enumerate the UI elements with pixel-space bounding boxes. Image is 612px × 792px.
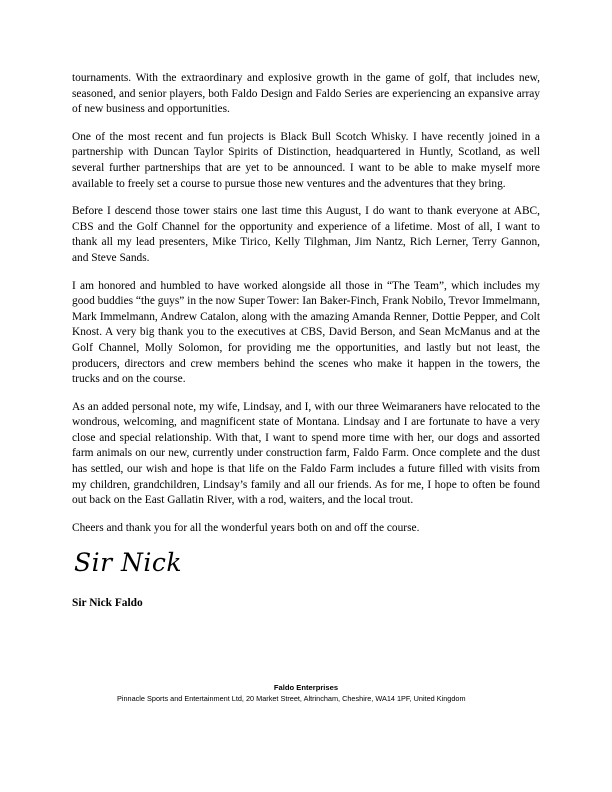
paragraph-the-team: I am honored and humbled to have worked alongside all those in “The Team”, which includes my good buddies “the guys” in the now Super Tower: Ian Baker-Finch, Frank Nobilo, Trevor Immelmann, Mark Immelmann, Andrew Catalon, along with the amazing Amanda Renner, Dottie Pepper, and Colt Knost. A very big thank you to the executives at CBS, David Berson, and Sean McManus and at the Golf Channel, Molly Solomon, for providing me the opportunities, and lastly but not least, the producers, directors and crew members behind the scenes who make it happen in the towers, the trucks and on the course. (72, 279, 540, 386)
letter-body (72, 71, 540, 548)
paragraph-cheers: Cheers and thank you for all the wonderful years both on and off the course. (72, 521, 420, 534)
signer-name: Sir Nick Faldo (72, 597, 143, 609)
paragraph-growth: tournaments. With the extraordinary and explosive growth in the game of golf, that includes new, seasoned, and senior players, both Faldo Design and Faldo Series are experiencing an expansive array of new business and opportunities. (72, 72, 540, 116)
paragraph-whisky: One of the most recent and fun projects is Black Bull Scotch Whisky. I have recently joined in a partnership with Duncan Taylor Spirits of Distinction, headquartered in Huntly, Scotland, as well several further partnerships that are yet to be announced. I want to be able to make myself more available to freely set a course to pursue those new ventures and the adventures that they bring. (72, 130, 540, 190)
handwritten-signature: Sir Nick (74, 548, 183, 577)
footer-address: Pinnacle Sports and Entertainment Ltd, 20 Market Street, Altrincham, Cheshire, WA14 1PF, United Kingdom (117, 694, 466, 703)
paragraph-personal-note: As an added personal note, my wife, Lindsay, and I, with our three Weimaraners have relocated to the wondrous, welcoming, and magnificent state of Montana. Lindsay and I are fortunate to have a very close and special relationship. With that, I want to spend more time with her, our dogs and assorted farm animals on our new, currently under construction farm, Faldo Farm. Once complete and the dust has settled, our wish and hope is that life on the Faldo Farm includes a future filled with visits from my children, grandchildren, Lindsay’s family and all our friends. As for me, I hope to often be found out back on the East Gallatin River, with a rod, waiters, and the local trout. (72, 400, 540, 507)
footer-company-name: Faldo Enterprises (273, 683, 339, 692)
paragraph-thanks-networks: Before I descend those tower stairs one last time this August, I do want to thank everyone at ABC, CBS and the Golf Channel for the opportunity and experience of a lifetime. Most of all, I want to thank all my lead presenters, Mike Tirico, Kelly Tilghman, Jim Nantz, Rich Lerner, Terry Gannon, and Steve Sands. (72, 205, 540, 264)
